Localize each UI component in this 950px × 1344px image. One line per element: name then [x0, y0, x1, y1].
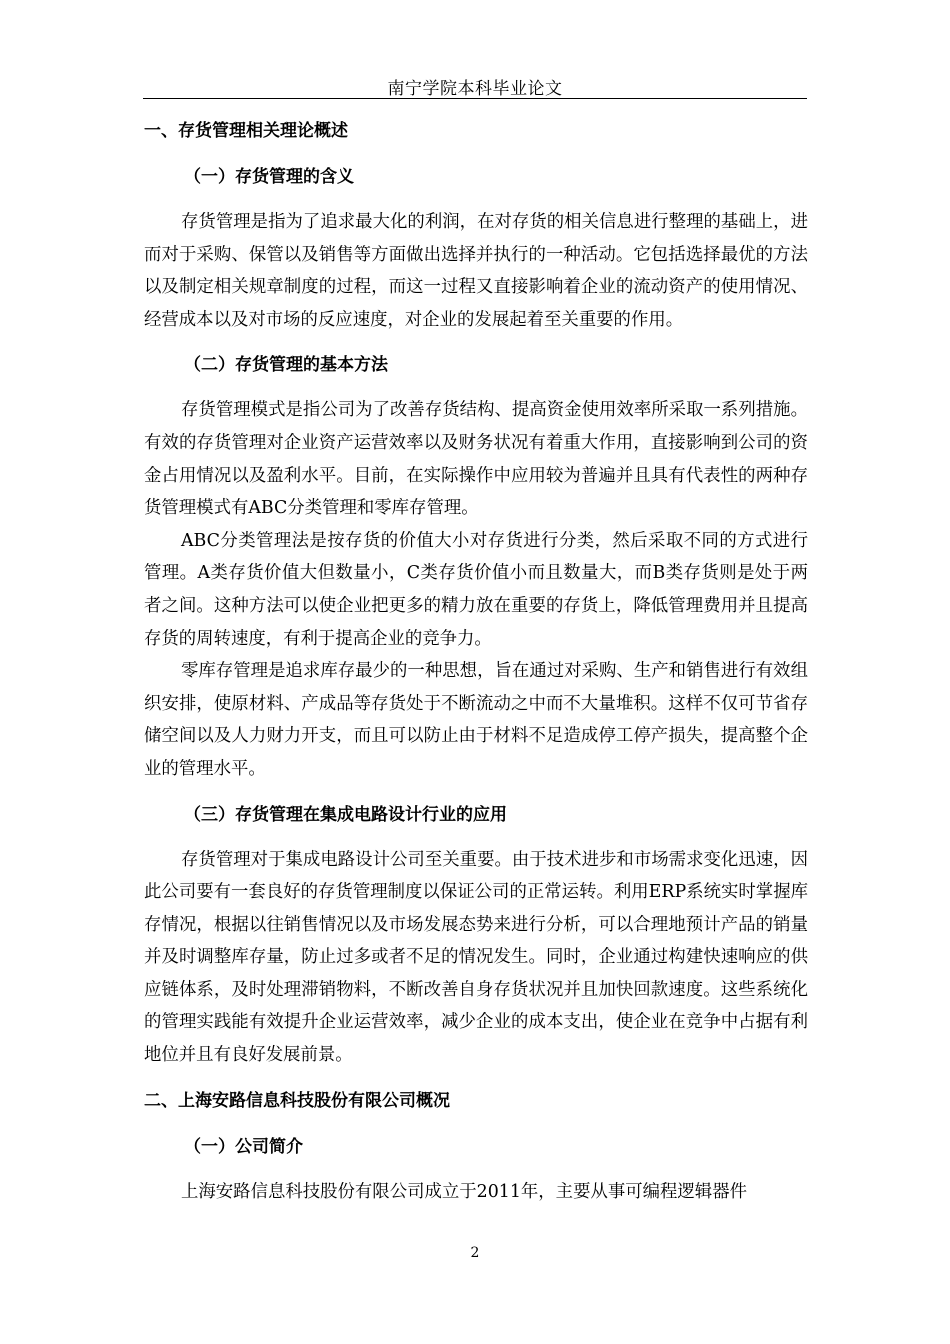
- paragraph-1-2-3: 零库存管理是追求库存最少的一种思想，旨在通过对采购、生产和销售进行有效组织安排，使原材料、产成品等存货处于不断流动之中而不大量堆积。这样不仅可节省存储空间以及人力财力开支，而且可以防止由于材料不足造成停工停产损失，提高整个企业的管理水平。: [144, 661, 808, 779]
- paragraph-1-2-2: ABC分类管理法是按存货的价值大小对存货进行分类，然后采取不同的方式进行管理。A类存货价值大但数量小，C类存货价值小而且数量大，而B类存货则是处于两者之间。这种方法可以使企业把更多的精力放在重要的存货上，降低管理费用并且提高存货的周转速度，有利于提高企业的竞争力。: [144, 530, 808, 649]
- subsection-heading-1-2: （二）存货管理的基本方法: [184, 355, 388, 376]
- subsection-heading-1-3: （三）存货管理在集成电路设计行业的应用: [184, 804, 507, 825]
- document-body: [144, 114, 808, 1208]
- running-header: 南宁学院本科毕业论文: [387, 79, 563, 99]
- paragraph-2-1-1: 上海安路信息科技股份有限公司成立于2011年，主要从事可编程逻辑器件: [181, 1181, 747, 1202]
- paragraph-1-2-1: 存货管理模式是指公司为了改善存货结构、提高资金使用效率所采取一系列措施。有效的存货管理对企业资产运营效率以及财务状况有着重大作用，直接影响到公司的资金占用情况以及盈利水平。目前，在实际操作中应用较为普遍并且具有代表性的两种存货管理模式有ABC分类管理和零库存管理。: [144, 400, 808, 519]
- subsection-heading-1-1: （一）存货管理的含义: [184, 167, 354, 187]
- paragraph-1-1-1: 存货管理是指为了追求最大化的利润，在对存货的相关信息进行整理的基础上，进而对于采购、保管以及销售等方面做出选择并执行的一种活动。它包括选择最优的方法以及制定相关规章制度的过程，而这一过程又直接影响着企业的流动资产的使用情况、经营成本以及对市场的反应速度，对企业的发展起着至关重要的作用。: [144, 212, 808, 330]
- header-rule: [143, 98, 807, 99]
- subsection-heading-2-1: （一）公司简介: [184, 1136, 303, 1157]
- page-number: 2: [470, 1245, 480, 1261]
- paragraph-1-3-1: 存货管理对于集成电路设计公司至关重要。由于技术进步和市场需求变化迅速，因此公司要有一套良好的存货管理制度以保证公司的正常运转。利用ERP系统实时掌握库存情况，根据以往销售情况以及市场发展态势来进行分析，可以合理地预计产品的销量并及时调整库存量，防止过多或者不足的情况发生。同时，企业通过构建快速响应的供应链体系，及时处理滞销物料，不断改善自身存货状况并且加快回款速度。这些系统化的管理实践能有效提升企业运营效率，减少企业的成本支出，使企业在竞争中占据有利地位并且有良好发展前景。: [144, 849, 808, 1066]
- section-heading-2: 二、上海安路信息科技股份有限公司概况: [144, 1090, 450, 1111]
- section-heading-1: 一、存货管理相关理论概述: [144, 121, 348, 141]
